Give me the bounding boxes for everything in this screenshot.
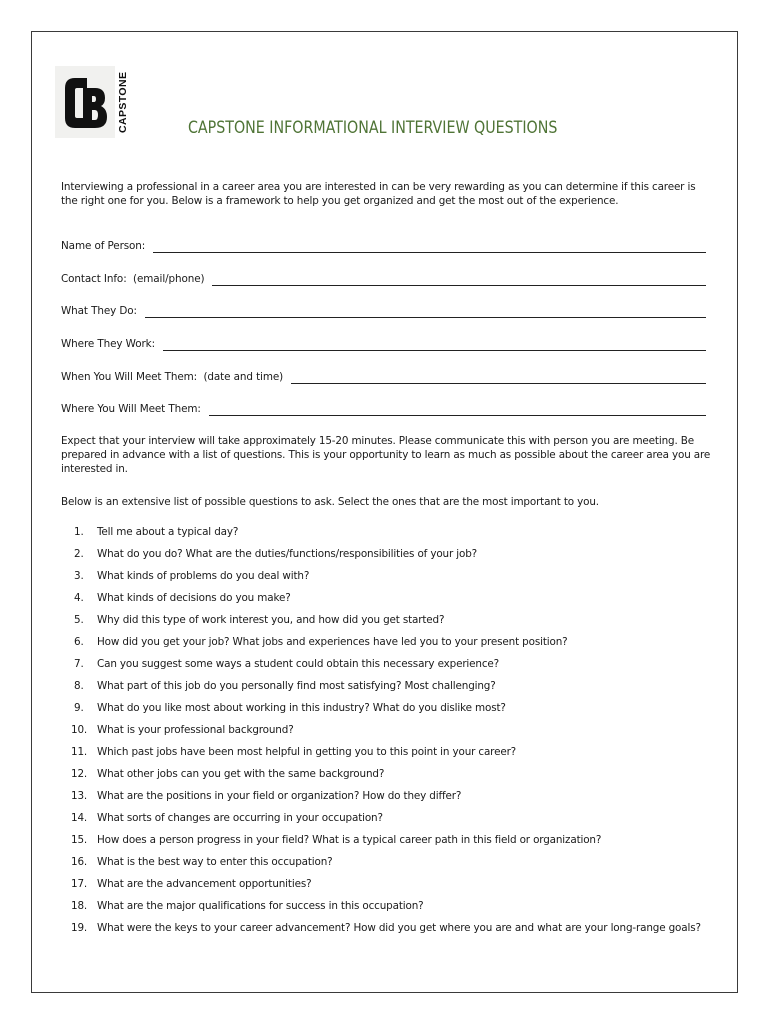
question-text: How did you get your job? What jobs and experiences have led you to your present position? bbox=[97, 636, 568, 648]
list-item bbox=[61, 922, 711, 935]
list-item bbox=[61, 636, 711, 649]
list-item bbox=[61, 856, 711, 869]
question-text: Which past jobs have been most helpful in getting you to this point in your career? bbox=[97, 746, 517, 758]
field-where-they-work[interactable] bbox=[61, 337, 706, 351]
fill-in-line[interactable] bbox=[153, 243, 706, 253]
question-text: What do you do? What are the duties/functions/responsibilities of your job? bbox=[97, 548, 478, 560]
fill-in-line[interactable] bbox=[209, 406, 706, 416]
list-item bbox=[61, 900, 711, 913]
field-label: Where They Work: bbox=[61, 338, 155, 350]
cb-monogram bbox=[55, 66, 115, 138]
logo-wordmark: CAPSTONE bbox=[117, 71, 129, 133]
list-intro: Below is an extensive list of possible questions to ask. Select the ones that are the most important to you. bbox=[61, 496, 599, 508]
list-item bbox=[61, 570, 711, 583]
question-text: What kinds of decisions do you make? bbox=[97, 592, 291, 604]
question-number: 19. bbox=[71, 922, 88, 934]
list-item bbox=[61, 548, 711, 561]
list-item bbox=[61, 812, 711, 825]
question-text: What are the major qualifications for success in this occupation? bbox=[97, 900, 424, 912]
question-number: 2. bbox=[74, 548, 84, 560]
list-item bbox=[61, 746, 711, 759]
expectations-paragraph: Expect that your interview will take approximately 15-20 minutes. Please communicate this with person you are meeting. Be prepared in advance with a list of questions. This is your opportunity to learn as much as possible about the career area you are interested in. bbox=[61, 435, 711, 475]
list-item bbox=[61, 790, 711, 803]
question-number: 13. bbox=[71, 790, 88, 802]
field-label: What They Do: bbox=[61, 305, 137, 317]
list-item bbox=[61, 702, 711, 715]
fill-in-line[interactable] bbox=[145, 308, 706, 318]
question-number: 5. bbox=[74, 614, 84, 626]
fill-in-line[interactable] bbox=[163, 341, 706, 351]
list-item bbox=[61, 724, 711, 737]
question-text: How does a person progress in your field? What is a typical career path in this field or organization? bbox=[97, 834, 602, 846]
cb-monogram-icon bbox=[61, 74, 109, 132]
question-number: 14. bbox=[71, 812, 88, 824]
question-text: What do you like most about working in this industry? What do you dislike most? bbox=[97, 702, 506, 714]
question-text: What kinds of problems do you deal with? bbox=[97, 570, 310, 582]
intro-paragraph: Interviewing a professional in a career area you are interested in can be very rewarding as you can determine if this career is the right one for you. Below is a framework to help you get organized and get the most out of the experience. bbox=[61, 181, 696, 207]
field-meeting-date-time[interactable] bbox=[61, 370, 706, 384]
question-text: What part of this job do you personally find most satisfying? Most challenging? bbox=[97, 680, 496, 692]
page-title: CAPSTONE INFORMATIONAL INTERVIEW QUESTIONS bbox=[188, 118, 558, 138]
question-text: What are the positions in your field or organization? How do they differ? bbox=[97, 790, 462, 802]
field-contact-info[interactable] bbox=[61, 272, 706, 286]
field-meeting-place[interactable] bbox=[61, 402, 706, 416]
question-number: 6. bbox=[74, 636, 84, 648]
question-number: 18. bbox=[71, 900, 88, 912]
question-number: 10. bbox=[71, 724, 88, 736]
question-number: 4. bbox=[74, 592, 84, 604]
question-number: 8. bbox=[74, 680, 84, 692]
field-label: Name of Person: bbox=[61, 240, 146, 252]
question-number: 11. bbox=[71, 746, 88, 758]
list-item bbox=[61, 658, 711, 671]
question-number: 16. bbox=[71, 856, 88, 868]
question-text: Tell me about a typical day? bbox=[97, 526, 239, 538]
question-text: What sorts of changes are occurring in your occupation? bbox=[97, 812, 383, 824]
question-number: 15. bbox=[71, 834, 88, 846]
field-name-of-person[interactable] bbox=[61, 239, 706, 253]
question-text: What are the advancement opportunities? bbox=[97, 878, 312, 890]
question-text: Why did this type of work interest you, and how did you get started? bbox=[97, 614, 445, 626]
list-item bbox=[61, 592, 711, 605]
list-item bbox=[61, 680, 711, 693]
question-text: Can you suggest some ways a student could obtain this necessary experience? bbox=[97, 658, 500, 670]
list-item bbox=[61, 768, 711, 781]
fill-in-line[interactable] bbox=[291, 374, 706, 384]
list-item bbox=[61, 614, 711, 627]
question-text: What were the keys to your career advancement? How did you get where you are and what are your long-range goals? bbox=[97, 922, 701, 934]
question-text: What is the best way to enter this occupation? bbox=[97, 856, 333, 868]
fill-in-line[interactable] bbox=[212, 276, 706, 286]
question-number: 12. bbox=[71, 768, 88, 780]
question-number: 3. bbox=[74, 570, 84, 582]
question-number: 17. bbox=[71, 878, 88, 890]
list-item bbox=[61, 834, 711, 847]
field-what-they-do[interactable] bbox=[61, 304, 706, 318]
question-number: 7. bbox=[74, 658, 84, 670]
document-page bbox=[31, 31, 738, 993]
field-label: Where You Will Meet Them: bbox=[61, 403, 201, 415]
list-item bbox=[61, 526, 711, 539]
question-number: 1. bbox=[74, 526, 84, 538]
question-list bbox=[61, 526, 711, 944]
list-item bbox=[61, 878, 711, 891]
capstone-logo bbox=[55, 66, 129, 138]
field-label: Contact Info: (email/phone) bbox=[61, 273, 205, 285]
question-text: What other jobs can you get with the same background? bbox=[97, 768, 385, 780]
question-number: 9. bbox=[74, 702, 84, 714]
question-text: What is your professional background? bbox=[97, 724, 294, 736]
field-label: When You Will Meet Them: (date and time) bbox=[61, 371, 284, 383]
